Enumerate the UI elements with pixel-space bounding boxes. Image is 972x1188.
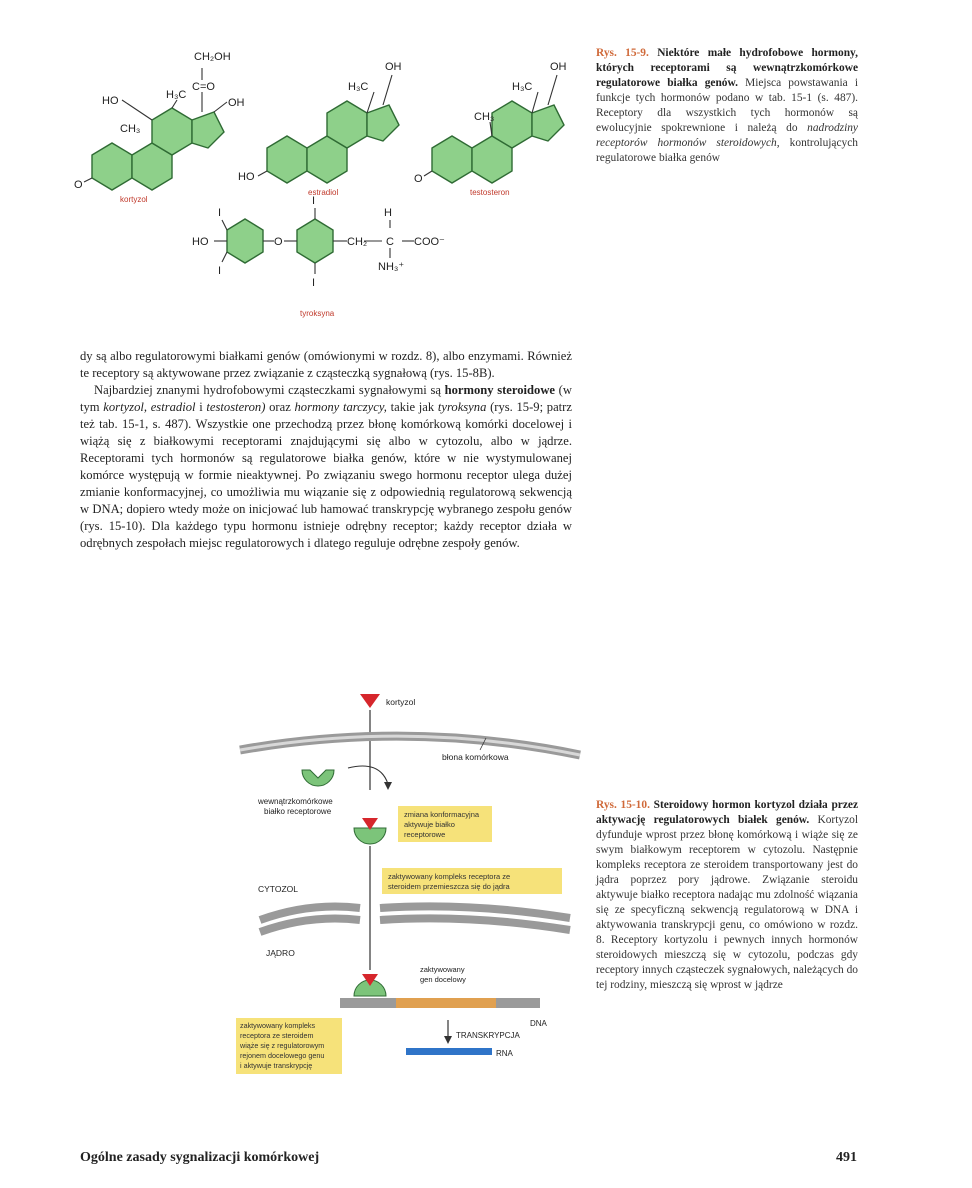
estradiol-h3c-text: H₃C bbox=[348, 81, 369, 93]
kortyzol-molecule bbox=[92, 108, 224, 190]
tyroksyna-o-text: O bbox=[274, 236, 283, 248]
caption-15-9 bbox=[596, 46, 858, 166]
figure-15-9 bbox=[62, 30, 582, 320]
target-gene-segment bbox=[396, 998, 496, 1008]
tyroksyna-coo-text: COO⁻ bbox=[414, 236, 445, 248]
box3-line5: i aktywuje transkrypcję bbox=[240, 1061, 313, 1070]
p2-part-g: oraz bbox=[269, 400, 291, 414]
cytozol-label: CYTOZOL bbox=[258, 884, 298, 894]
estradiol-molecule bbox=[267, 101, 399, 183]
tyroksyna-iodine-2: I bbox=[218, 265, 222, 277]
gen-label-1: zaktywowany bbox=[420, 965, 465, 974]
kortyzol-hormone-icon bbox=[360, 694, 380, 708]
tyroksyna-iodine-4: I bbox=[312, 277, 316, 289]
estradiol-oh-text: OH bbox=[385, 61, 402, 73]
p2-part-a: Najbardziej znanymi hydrofobowymi cząsteczkami sygnałowymi są bbox=[94, 383, 441, 397]
tyroksyna-h-text: H bbox=[384, 207, 392, 219]
caption-15-10-label: Rys. 15-10. bbox=[596, 799, 650, 811]
testosteron-h3c-text: H₃C bbox=[512, 81, 533, 93]
box3-line3: wiąże się z regulatorowym bbox=[240, 1041, 325, 1050]
p2-part-d: kortyzol, estradiol bbox=[103, 400, 196, 414]
rna-strand bbox=[406, 1048, 492, 1055]
kortyzol-o-text: O bbox=[74, 179, 83, 191]
box2-line1: zaktywowany kompleks receptora ze bbox=[388, 872, 511, 881]
nuclear-envelope-left-inner bbox=[260, 919, 360, 933]
p2-part-j: tyroksyna bbox=[437, 400, 487, 414]
rna-label: RNA bbox=[496, 1049, 513, 1058]
hormone-structures-diagram bbox=[62, 30, 582, 320]
caption-15-10-title: Steroidowy hormon kortyzol działa przez aktywację regulatorowych białek genów. bbox=[596, 799, 858, 826]
caption-15-9-text: Miejsca powstawania i funkcje tych hormonów podano w tab. 15-1 (s. 487). Receptory dla wszystkich tych hormonów są ewolucyjnie spokrewnione i należą do bbox=[596, 77, 858, 134]
estradiol-ring-a bbox=[267, 136, 307, 183]
caption-15-9-end: kontrolujących regulatorowe białka genów bbox=[596, 137, 858, 164]
testosteron-ring-a bbox=[432, 136, 472, 183]
page-number: 491 bbox=[836, 1150, 857, 1165]
dna-label: DNA bbox=[530, 1019, 547, 1028]
testosteron-o-text: O bbox=[414, 173, 423, 185]
caption-15-10 bbox=[596, 798, 858, 993]
caption-15-9-label: Rys. 15-9. bbox=[596, 47, 649, 59]
receptor-label-1: wewnątrzkomórkowe bbox=[258, 797, 333, 806]
kortyzol-ring-a bbox=[92, 143, 132, 190]
estradiol-ring-d bbox=[367, 105, 399, 141]
caption-15-9-italic: nadrodziny receptorów hormonów steroidowych, bbox=[596, 122, 858, 149]
box1-line1: zmiana konformacyjna bbox=[404, 810, 480, 819]
membrane-label: błona komórkowa bbox=[442, 752, 509, 762]
kortyzol-label: kortyzol bbox=[120, 195, 148, 204]
kortyzol-co-text: C=O bbox=[192, 81, 215, 93]
transkrypcja-label: TRANSKRYPCJA bbox=[456, 1031, 520, 1040]
body-text bbox=[80, 348, 572, 552]
caption-15-9-title: Niektóre małe hydrofobowe hormony, których receptorami są wewnątrzkomórkowe regulatorowe białka genów. bbox=[596, 47, 858, 89]
nuclear-envelope-right-inner bbox=[380, 918, 570, 930]
tyroksyna-label: tyroksyna bbox=[300, 309, 335, 318]
kortyzol-h3c-text: H₃C bbox=[166, 89, 187, 101]
kortyzol-ho-text: HO bbox=[102, 95, 119, 107]
testosteron-oh-text: OH bbox=[550, 61, 567, 73]
tyroksyna-ring-1 bbox=[227, 219, 263, 263]
body-paragraph-2 bbox=[80, 382, 572, 552]
testosteron-ring-d bbox=[532, 105, 564, 141]
p2-part-c: (w tym bbox=[80, 383, 572, 414]
receptor-label-2: białko receptorowe bbox=[264, 807, 332, 816]
testosteron-label: testosteron bbox=[470, 188, 510, 197]
p2-part-h: hormony tarczycy, bbox=[294, 400, 387, 414]
p2-hormony-steroidowe: hormony steroidowe bbox=[444, 383, 556, 397]
estradiol-ho-text: HO bbox=[238, 171, 255, 183]
tyroksyna-iodine-1: I bbox=[218, 207, 222, 219]
inactive-receptor-icon bbox=[302, 770, 334, 786]
tyroksyna-ring-2 bbox=[297, 219, 333, 263]
testosteron-molecule bbox=[432, 101, 564, 183]
chapter-footer: Ogólne zasady sygnalizacji komórkowej bbox=[80, 1150, 320, 1165]
kortyzol-ch3-text: CH₃ bbox=[120, 123, 141, 135]
box1-line3: receptorowe bbox=[404, 830, 446, 839]
testosteron-ch3-text: CH₃ bbox=[474, 111, 495, 123]
tyroksyna-c-text: C bbox=[386, 236, 394, 248]
jadro-label: JĄDRO bbox=[266, 948, 295, 958]
kortyzol-oh-text: OH bbox=[228, 97, 245, 109]
p2-part-k: (rys. 15-9; patrz też tab. 15-1, s. 487). Wszystkie one przechodzą przez błonę komórkową komórki docelowej i wiążą się z białkowymi receptorami znajdującymi się albo w cytozolu, albo w jądrze. Receptorami tych hormonów są regulatorowe białka genów, które w nie wystymulowanej komórce występują w formie nieaktywnej. Po związaniu swego hormonu receptor ulega dużej zmianie konformacyjnej, co umożliwia mu wiązanie się z odpowiednią regulatorową sekwencją w DNA; dopiero wtedy może on inicjować lub hamować transkrypcję wybranego zespołu genów (rys. 15-10). Dla każdego typu hormonu istnieje odrębny receptor; każdy receptor działa w odrębnych zespołach miejsc regulatorowych i dlatego reguluje odrębne zespoły genów. bbox=[80, 400, 572, 550]
tyroksyna-nh3-text: NH₃⁺ bbox=[378, 261, 405, 273]
box1-line2: aktywuje białko bbox=[404, 820, 455, 829]
body-paragraph-1: dy są albo regulatorowymi białkami genów (omówionymi w rozdz. 8), albo enzymami. Również te receptory są aktywowane przez związanie z cząsteczką sygnałową (rys. 15-8B). bbox=[80, 349, 572, 380]
kortyzol-ch2oh-text: CH₂OH bbox=[194, 51, 231, 63]
box3-line2: receptora ze steroidem bbox=[240, 1031, 314, 1040]
kortyzol-ring-d bbox=[192, 112, 224, 148]
gen-label-2: gen docelowy bbox=[420, 975, 466, 984]
figure-15-10 bbox=[230, 680, 590, 1140]
box2-line2: steroidem przemieszcza się do jądra bbox=[388, 882, 510, 891]
binding-arrow bbox=[348, 766, 388, 784]
box3-line1: zaktywowany kompleks bbox=[240, 1021, 316, 1030]
p2-part-i: takie jak bbox=[390, 400, 435, 414]
caption-15-10-text: Kortyzol dyfunduje wprost przez błonę komórkową i wiąże się ze swym białkowym receptorem w cytozolu. Następnie kompleks receptora ze steroidem transportowany jest do jądra poprzez pory jądrowe. Związanie steroidu aktywuje białko receptora nadając mu zdolność wiązania się ze specyficzną sekwencją regulatorową w DNA i aktywowania transkrypcji genu, co omówiono w rozdz. 8. Receptory kortyzolu i pewnych innych hormonów steroidowych mieszczą się w cytozolu, podczas gdy receptory innych cząsteczek sygnałowych, należących do tej rodziny, mieszczą się wprost w jądrze bbox=[596, 814, 858, 991]
activated-receptor-icon bbox=[354, 828, 386, 844]
tyroksyna-iodine-3: I bbox=[312, 195, 316, 207]
tyroksyna-ch2-text: CH₂ bbox=[347, 236, 368, 248]
p2-part-e: i bbox=[199, 400, 203, 414]
fig10-kortyzol-label: kortyzol bbox=[386, 697, 416, 707]
estradiol-label: estradiol bbox=[308, 188, 339, 197]
steroid-signaling-diagram bbox=[230, 680, 590, 1140]
box3-line4: rejonem docelowego genu bbox=[240, 1051, 325, 1060]
tyroksyna-ho-text: HO bbox=[192, 236, 209, 248]
p2-part-f: testosteron) bbox=[206, 400, 266, 414]
